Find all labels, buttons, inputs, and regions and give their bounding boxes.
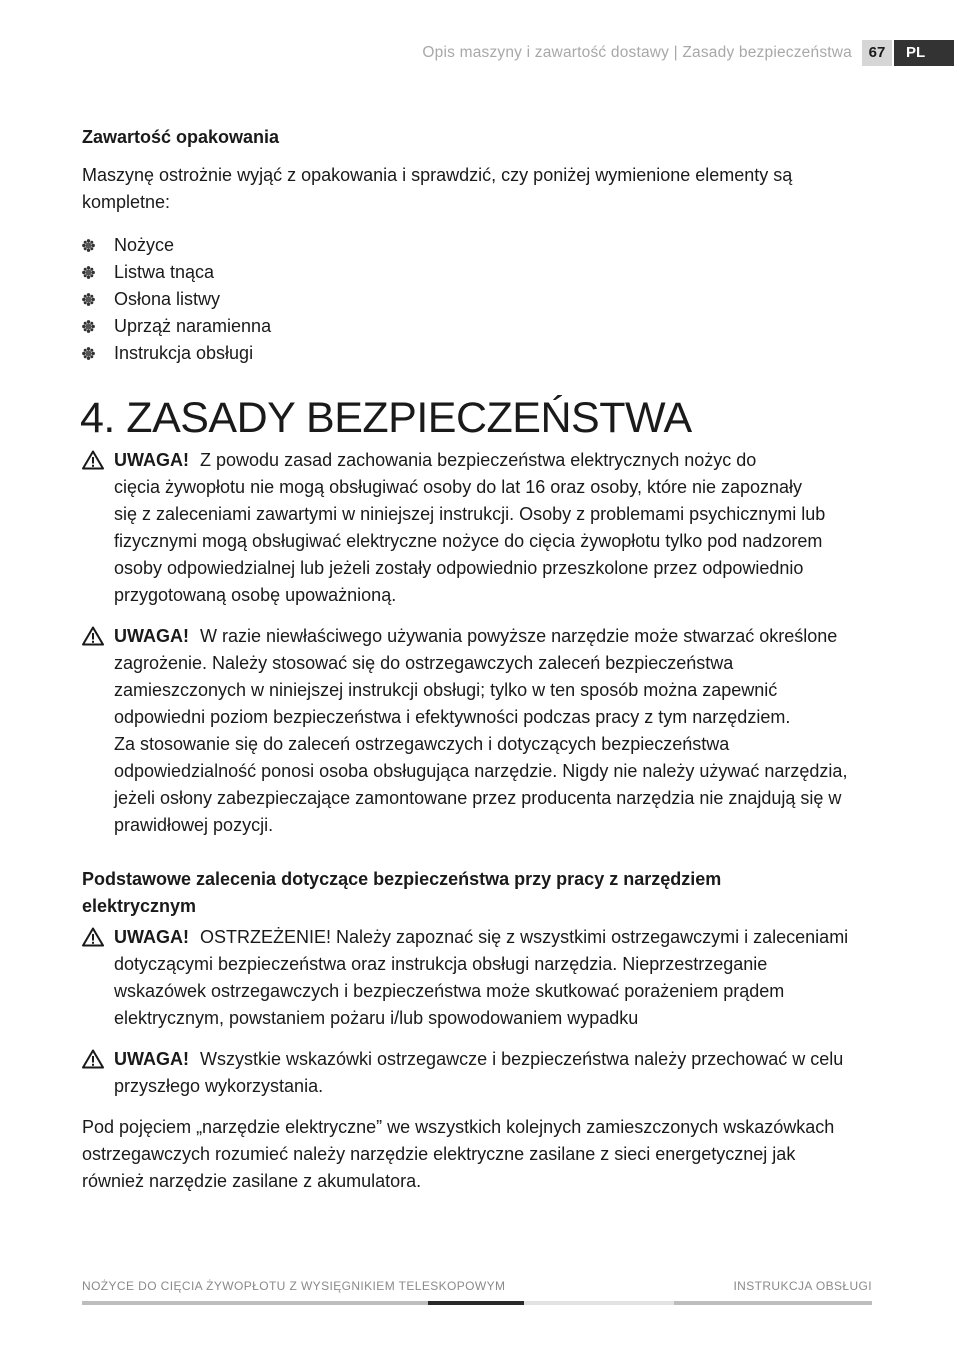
warning-line: prawidłowej pozycji.: [114, 815, 274, 835]
warning-line: zagrożenie. Należy stosować się do ostrzegawczych zaleceń bezpieczeństwa: [114, 653, 734, 673]
flower-bullet-icon: [82, 239, 95, 252]
flower-bullet-icon: [82, 293, 95, 306]
page-content: [82, 124, 874, 1195]
footer-bar: [82, 1301, 872, 1305]
list-item: [82, 259, 874, 286]
basic-heading: Podstawowe zalecenia dotyczące bezpieczeństwa przy pracy z narzędziem elektrycznym: [82, 869, 722, 916]
package-heading: Zawartość opakowania: [82, 127, 280, 147]
header-title: Opis maszyny i zawartość dostawy | Zasady bezpieczeństwa: [422, 44, 852, 61]
list-item-label: Osłona listwy: [114, 289, 221, 309]
warning-line: osoby odpowiedzialnej lub jeżeli zostały odpowiednio przeszkolone przez odpowiednio: [114, 558, 804, 578]
list-item: [82, 232, 874, 259]
flower-bullet-icon: [82, 320, 95, 333]
list-item: [82, 313, 874, 340]
warning-line: OSTRZEŻENIE! Należy zapoznać się z wszystkimi ostrzegawczymi i zaleceniami: [200, 927, 849, 947]
warning-line: dotyczącymi bezpieczeństwa oraz instrukcja obsługi narzędzia. Nieprzestrzeganie: [114, 954, 768, 974]
warning-block: [82, 447, 874, 609]
warning-line: W razie niewłaściwego używania powyższe narzędzie może stwarzać określone: [200, 626, 838, 646]
language-badge: PL: [894, 40, 954, 66]
list-item-label: Instrukcja obsługi: [114, 343, 254, 363]
warning-line: elektrycznym, powstaniem pożaru i/lub spowodowaniem wypadku: [114, 1008, 639, 1028]
warning-triangle-icon: [82, 927, 104, 947]
flower-bullet-icon: [82, 266, 95, 279]
warning-triangle-icon: [82, 626, 104, 646]
warning-line: Z powodu zasad zachowania bezpieczeństwa elektrycznych nożyc do: [200, 450, 757, 470]
warning-line: wskazówek ostrzegawczych i bezpieczeństwa może skutkować porażeniem prądem: [114, 981, 785, 1001]
list-item-label: Nożyce: [114, 235, 175, 255]
package-intro: Maszynę ostrożnie wyjąć z opakowania i sprawdzić, czy poniżej wymienione elementy są kompletne:: [82, 165, 793, 212]
warning-label: UWAGA!: [114, 1049, 189, 1069]
warning-line: cięcia żywopłotu nie mogą obsługiwać osoby do lat 16 oraz osoby, które nie zapoznały: [114, 477, 803, 497]
warning-label: UWAGA!: [114, 927, 189, 947]
warning-block: [82, 924, 874, 1032]
list-item-label: Uprząż naramienna: [114, 316, 272, 336]
footer-manual-label: INSTRUKCJA OBSŁUGI: [733, 1279, 872, 1293]
warning-text: [114, 447, 874, 609]
footer-bar-segment: [524, 1301, 674, 1305]
list-item: [82, 340, 874, 367]
warning-line: Za stosowanie się do zaleceń ostrzegawczych i dotyczących bezpieczeństwa: [114, 734, 730, 754]
warning-line: przygotowaną osobę upoważnioną.: [114, 585, 397, 605]
warning-line: fizycznymi mogą obsługiwać elektryczne nożyce do cięcia żywopłotu tylko pod nadzorem: [114, 531, 823, 551]
warning-line: odpowiedzialność ponosi osoba obsługująca narzędzie. Nigdy nie należy używać narzędzia,: [114, 761, 848, 781]
footer-bar-segment: [82, 1301, 428, 1305]
warning-block: [82, 623, 874, 839]
warning-line: się z zaleceniami zawartymi w niniejszej instrukcji. Osoby z problemami psychicznymi lub: [114, 504, 826, 524]
warning-text: [114, 623, 874, 839]
footer-bar-segment: [674, 1301, 872, 1305]
package-list: [82, 232, 874, 367]
section-title: 4. ZASADY BEZPIECZEŃSTWA: [80, 394, 692, 442]
warning-line: Wszystkie wskazówki ostrzegawcze i bezpieczeństwa należy przechować w celu: [200, 1049, 844, 1069]
list-item: [82, 286, 874, 313]
warning-triangle-icon: [82, 450, 104, 470]
flower-bullet-icon: [82, 347, 95, 360]
warning-triangle-icon: [82, 1049, 104, 1069]
warning-line: przyszłego wykorzystania.: [114, 1076, 324, 1096]
footer-product-name: NOŻYCE DO CIĘCIA ŻYWOPŁOTU Z WYSIĘGNIKIEM TELESKOPOWYM: [82, 1279, 506, 1293]
page-number: 67: [862, 40, 892, 66]
final-paragraph: Pod pojęciem „narzędzie elektryczne” we wszystkich kolejnych zamieszczonych wskazówkach ostrzegawczych rozumieć należy narzędzie elektryczne zasilane z sieci energetycznej jak również narzędzie zasilane z akumulatora.: [82, 1117, 835, 1191]
warning-text: [114, 924, 874, 1032]
warning-line: odpowiedni poziom bezpieczeństwa i efektywności podczas pracy z tym narzędziem.: [114, 707, 791, 727]
page-header: [422, 40, 954, 66]
warning-label: UWAGA!: [114, 450, 189, 470]
list-item-label: Listwa tnąca: [114, 262, 215, 282]
warning-block: [82, 1046, 874, 1100]
warning-label: UWAGA!: [114, 626, 189, 646]
footer-bar-segment: [428, 1301, 524, 1305]
warning-line: jeżeli osłony zabezpieczające zamontowane przez producenta narzędzia nie znajdują się w: [114, 788, 842, 808]
warning-text: [114, 1046, 874, 1100]
warning-line: zamieszczonych w niniejszej instrukcji obsługi; tylko w ten sposób można zapewnić: [114, 680, 778, 700]
